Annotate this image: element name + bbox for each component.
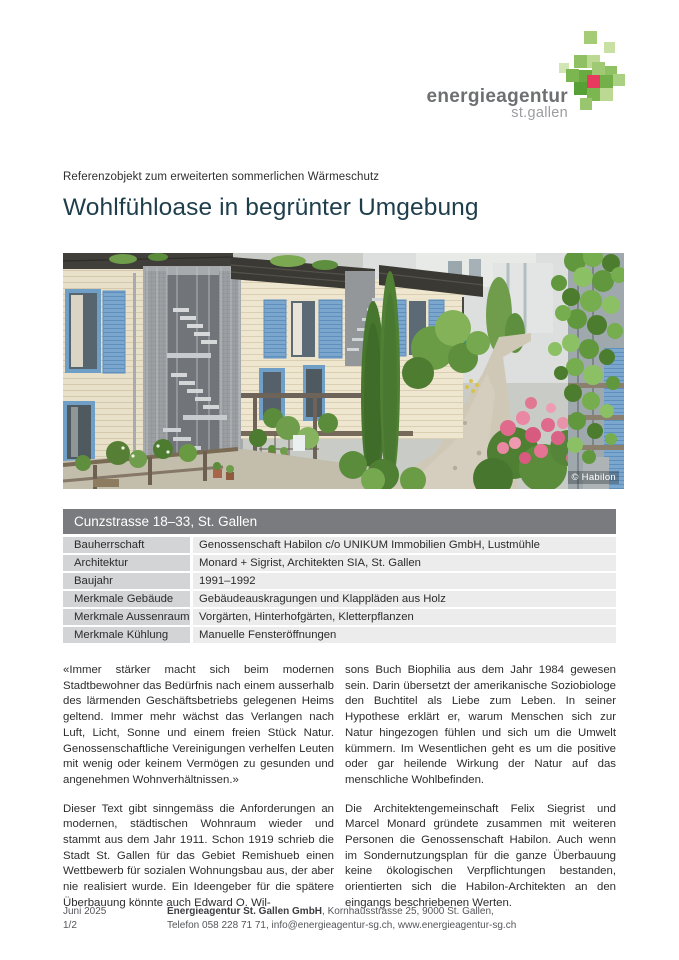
footer-contact-line: Telefon 058 228 71 71, info@energieagentur-sg.ch, www.energieagentur-sg.ch — [167, 919, 517, 931]
row-label: Merkmale Kühlung — [63, 627, 190, 643]
row-label: Merkmale Gebäude — [63, 591, 190, 607]
table-row — [63, 537, 616, 553]
document-eyebrow: Referenzobjekt zum erweiterten sommerlichen Wärmeschutz — [63, 171, 380, 183]
row-label: Architektur — [63, 555, 190, 571]
courtyard-photo-illustration — [63, 253, 624, 489]
footer-page-number: 1/2 — [63, 919, 77, 931]
row-label: Bauherrschaft — [63, 537, 190, 553]
logo-wordmark-sub: st.gallen — [511, 105, 568, 121]
paragraph: sons Buch Biophilia aus dem Jahr 1984 gewesen sein. Darin übersetzt der amerikanische Soziobiologe den Buchtitel als Liebe zum Leben. In seiner Hypothese erklärt er, warum Menschen sich zur Natur hingezogen fühlen und sich um die Umwelt kümmern. Im Wesentlichen geht es um die positive oder gar heilende Wirkung der Natur auf das menschliche Wohlbefinden. — [345, 664, 616, 786]
table-header-address: Cunzstrasse 18–33, St. Gallen — [63, 509, 616, 534]
table-row — [63, 627, 616, 643]
body-column-left — [63, 663, 334, 912]
footer-contact — [167, 905, 516, 932]
footer-company: Energieagentur St. Gallen GmbH — [167, 906, 323, 917]
row-value: Monard + Sigrist, Architekten SIA, St. Gallen — [193, 555, 616, 571]
logo-wordmark: energieagentur — [426, 86, 568, 107]
footer-date: Juni 2025 — [63, 906, 107, 917]
table-row — [63, 591, 616, 607]
footer-meta — [63, 905, 106, 932]
body-column-right — [345, 663, 616, 912]
table-row — [63, 555, 616, 571]
row-value: Gebäudeauskragungen und Klappläden aus Holz — [193, 591, 616, 607]
row-label: Merkmale Aussenraum — [63, 609, 190, 625]
courtyard-photo — [63, 253, 624, 489]
footer-address-line — [167, 905, 516, 919]
row-label: Baujahr — [63, 573, 190, 589]
photo-credit: © Habilon — [568, 471, 619, 484]
table-row — [63, 573, 616, 589]
row-value: Genossenschaft Habilon c/o UNIKUM Immobilien GmbH, Lustmühle — [193, 537, 616, 553]
paragraph: Dieser Text gibt sinngemäss die Anforderungen an modernen, städtischen Wohnraum wieder und stammt aus dem Jahr 1911. Schon 1919 schrieb die Stadt St. Gallen für das Gebiet Remishueb einen Wettbewerb für sozialen Wohnungsbau aus, der aber nie realisiert wurde. Ein Ideengeber für die spätere Überbauung könnte auch Edward O. Wil- — [63, 802, 334, 909]
pixel-cluster-logo-icon — [545, 26, 637, 118]
row-value: 1991–1992 — [193, 573, 616, 589]
footer-address: , Kornhausstrasse 25, 9000 St. Gallen, — [322, 906, 494, 917]
object-info-table — [63, 509, 616, 645]
body-text — [63, 663, 616, 912]
table-row — [63, 609, 616, 625]
paragraph: Die Architektengemeinschaft Felix Siegrist und Marcel Monard gründete zusammen mit weiteren Personen die Genossenschaft Habilon. Auch wenn im Sondernutzungsplan für die ganze Überbauung keine ökologischen Verpflichtungen bestanden, orientierten sich die Habilon-Architekten an den eingangs beschriebenen Werten. — [345, 802, 616, 909]
paragraph-quote: «Immer stärker macht sich beim modernen Stadtbewohner das Bedürfnis nach einem ausserhalb des lärmenden Geschäftsbetriebs gelegenen Heims geltend. Immer mehr wächst das Verlangen nach Luft, Licht, Sonne und einem freien Stück Natur. Genossenschaftliche Vereinigungen verhelfen Leuten mit wenig oder keinem Vermögen zu gesunden und angenehmen Wohnverhältnissen.» — [63, 664, 334, 786]
row-value: Vorgärten, Hinterhofgärten, Kletterpflanzen — [193, 609, 616, 625]
row-value: Manuelle Fensteröffnungen — [193, 627, 616, 643]
page-title: Wohlfühloase in begrünter Umgebung — [63, 194, 479, 221]
